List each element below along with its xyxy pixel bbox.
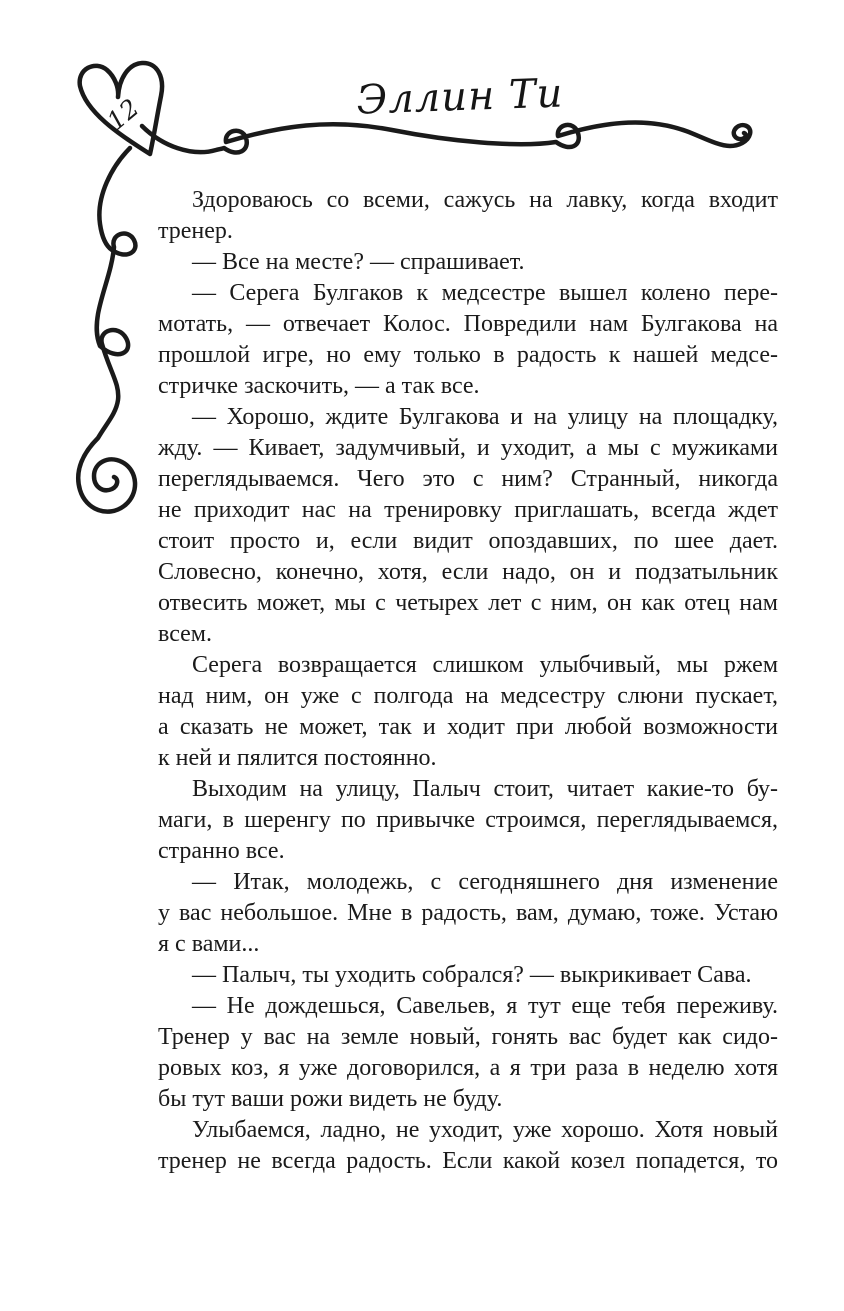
text-line: стоит просто и, если видит опоздавших, по шее дает. <box>158 528 778 554</box>
text-line: — Итак, молодежь, с сегодняшнего дня изменение <box>192 869 778 895</box>
text-line: жду. — Кивает, задумчивый, и уходит, а мы с мужиками <box>158 435 778 461</box>
text-line: Словесно, конечно, хотя, если надо, он и подзатыльник <box>158 559 778 585</box>
text-line: у вас небольшое. Мне в радость, вам, думаю, тоже. Устаю <box>158 900 778 926</box>
text-line: странно все. <box>158 838 285 864</box>
text-line: Выходим на улицу, Палыч стоит, читает какие-то бу- <box>192 776 778 802</box>
text-line: Серега возвращается слишком улыбчивый, мы ржем <box>192 652 778 678</box>
text-line: к ней и пялится постоянно. <box>158 745 437 771</box>
author-name: Эллин Ти <box>355 70 565 124</box>
text-line: прошлой игре, но ему только в радость к нашей медсе- <box>158 342 778 368</box>
text-line: бы тут ваши рожи видеть не буду. <box>158 1086 503 1112</box>
text-line: стричке заскочить, — а так все. <box>158 373 480 399</box>
text-line: — Палыч, ты уходить собрался? — выкрикивает Сава. <box>192 962 752 988</box>
text-line: — Серега Булгаков к медсестре вышел колено пере- <box>192 280 778 306</box>
text-line: над ним, он уже с полгода на медсестру слюни пускает, <box>158 683 778 709</box>
text-line: — Хорошо, ждите Булгакова и на улицу на площадку, <box>192 404 778 430</box>
text-line: ровых коз, я уже договорился, а я три раза в неделю хотя <box>158 1055 778 1081</box>
text-line: переглядываемся. Чего это с ним? Странный, никогда <box>158 466 778 492</box>
body-text <box>158 185 778 1177</box>
text-line: а сказать не может, так и ходит при любой возможности <box>158 714 778 740</box>
text-line: тренер не всегда радость. Если какой козел попадется, то <box>158 1148 778 1174</box>
text-line: Здороваюсь со всеми, сажусь на лавку, когда входит <box>192 187 778 213</box>
text-line: Улыбаемся, ладно, не уходит, уже хорошо. Хотя новый <box>192 1117 778 1143</box>
top-flourish-line <box>142 122 750 152</box>
text-line: — Все на месте? — спрашивает. <box>192 249 525 275</box>
text-line: тренер. <box>158 218 233 244</box>
text-line: мотать, — отвечает Колос. Повредили нам Булгакова на <box>158 311 778 337</box>
text-line: я с вами... <box>158 931 260 957</box>
left-flourish-line <box>78 148 135 512</box>
text-line: Тренер у вас на земле новый, гонять вас будет как сидо- <box>158 1024 778 1050</box>
page-number: 12 <box>101 93 145 136</box>
text-line: отвесить может, мы с четырех лет с ним, он как отец нам <box>158 590 778 616</box>
text-line: — Не дождешься, Савельев, я тут еще тебя переживу. <box>192 993 778 1019</box>
text-line: всем. <box>158 621 212 647</box>
text-line: маги, в шеренгу по привычке строимся, переглядываемся, <box>158 807 778 833</box>
text-line: не приходит нас на тренировку приглашать, всегда ждет <box>158 497 778 523</box>
